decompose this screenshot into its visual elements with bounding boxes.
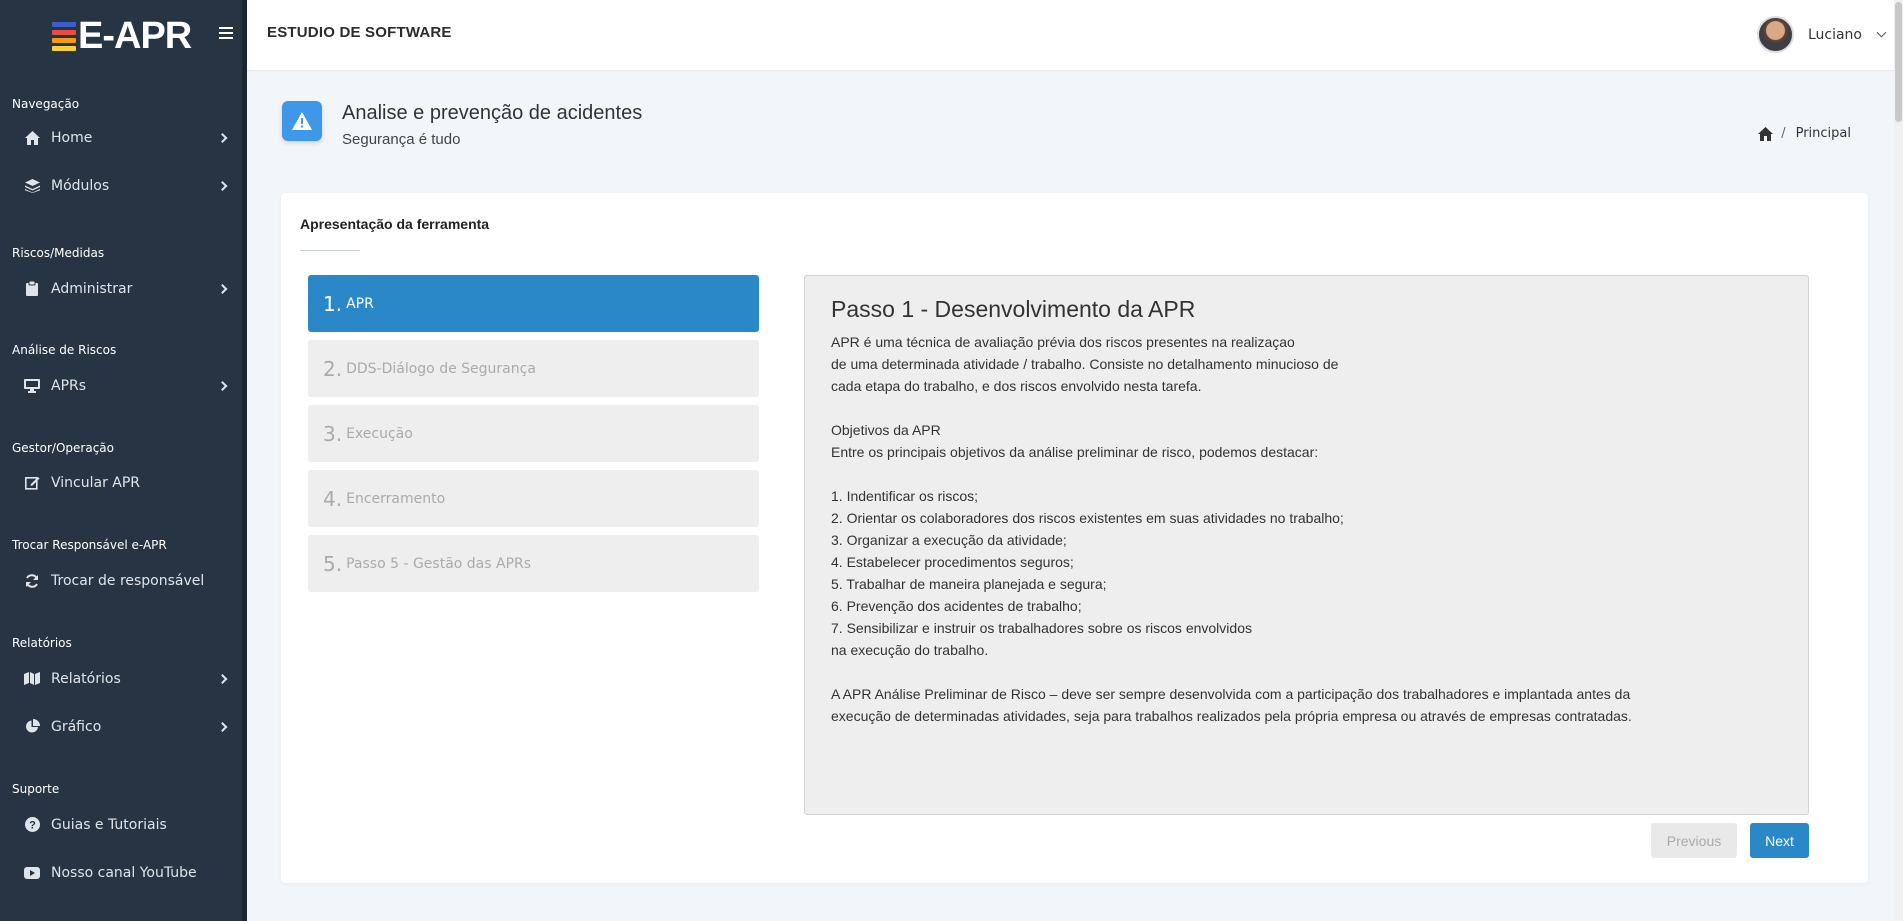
nav-caption: Análise de Riscos xyxy=(12,343,117,357)
content-line: 1. Indentificar os riscos; xyxy=(831,488,979,504)
topbar xyxy=(247,0,1903,71)
blank-line xyxy=(831,661,1782,683)
content-line: 6. Prevenção dos acidentes de trabalho; xyxy=(831,598,1082,614)
content-line: Objetivos da APR xyxy=(831,422,941,438)
step-number: 5. xyxy=(323,551,343,576)
sidebar-item-administrar[interactable] xyxy=(0,264,242,313)
user-name[interactable]: Luciano xyxy=(1807,26,1862,43)
sidebar-item-trocar-de-respons-vel[interactable] xyxy=(0,556,242,605)
wizard-step-1[interactable] xyxy=(308,275,759,332)
step-label: Execução xyxy=(346,425,413,442)
layers-icon xyxy=(23,177,41,195)
previous-button[interactable]: Previous xyxy=(1651,823,1737,858)
logo-icon xyxy=(52,22,76,51)
sidebar-item-home[interactable] xyxy=(0,113,242,162)
brand[interactable] xyxy=(0,0,247,73)
chevron-right-icon xyxy=(218,381,228,391)
wizard-step-3[interactable] xyxy=(308,405,759,462)
logo-text: E-APR xyxy=(78,15,192,57)
step-label: DDS-Diálogo de Segurança xyxy=(346,360,536,377)
content-line: 3. Organizar a execução da atividade; xyxy=(831,532,1067,548)
warning-icon xyxy=(282,101,322,141)
wizard-step-2[interactable] xyxy=(308,340,759,397)
content-line: na execução do trabalho. xyxy=(831,642,989,658)
content-line: 4. Estabelecer procedimentos seguros; xyxy=(831,554,1074,570)
chevron-down-icon[interactable] xyxy=(1877,28,1887,38)
step-label: Encerramento xyxy=(346,490,446,507)
page-title: Analise e prevenção de acidentes xyxy=(342,102,643,124)
avatar[interactable] xyxy=(1757,16,1794,53)
divider xyxy=(300,250,360,251)
monitor-icon xyxy=(23,377,41,395)
sidebar-item-label: Módulos xyxy=(51,177,110,194)
page-subtitle: Segurança é tudo xyxy=(342,131,461,148)
next-button[interactable]: Next xyxy=(1750,823,1809,858)
content-line: de uma determinada atividade / trabalho. Consiste no detalhamento minucioso de xyxy=(831,356,1339,372)
step-content-body xyxy=(831,331,1782,727)
content-line: 7. Sensibilizar e instruir os trabalhadores sobre os riscos envolvidos xyxy=(831,620,1252,636)
sidebar-item-label: APRs xyxy=(51,377,87,394)
map-icon xyxy=(23,670,41,688)
wizard-step-4[interactable] xyxy=(308,470,759,527)
chevron-right-icon xyxy=(218,284,228,294)
step-content-title: Passo 1 - Desenvolvimento da APR xyxy=(831,296,1196,322)
sidebar-item-label: Gráfico xyxy=(51,718,102,735)
content-line: Entre os principais objetivos da análise preliminar de risco, podemos destacar: xyxy=(831,444,1319,460)
nav-caption: Navegação xyxy=(12,97,80,111)
chevron-right-icon xyxy=(218,133,228,143)
sidebar-item-label: Vincular APR xyxy=(51,474,141,491)
content-line: 2. Orientar os colaboradores dos riscos existentes em suas atividades no trabalho; xyxy=(831,510,1344,526)
nav-caption: Suporte xyxy=(12,782,60,796)
sidebar-item-m-dulos[interactable] xyxy=(0,161,242,210)
sidebar-item-label: Administrar xyxy=(51,280,133,297)
content-line: execução de determinadas atividades, seja para trabalhos realizados pela própria empresa ou através de empresas contratadas. xyxy=(831,708,1632,724)
chevron-right-icon xyxy=(218,181,228,191)
scrollbar[interactable] xyxy=(1894,0,1903,921)
breadcrumb-separator: / xyxy=(1781,126,1786,141)
content-line: cada etapa do trabalho, e dos riscos envolvido nesta tarefa. xyxy=(831,378,1202,394)
wizard-step-5[interactable] xyxy=(308,535,759,592)
sidebar-item-vincular-apr[interactable] xyxy=(0,458,242,507)
blank-line xyxy=(831,397,1782,419)
step-label: Passo 5 - Gestão das APRs xyxy=(346,555,532,572)
refresh-icon xyxy=(23,572,41,590)
wizard-steps xyxy=(308,275,759,600)
breadcrumb-current: Principal xyxy=(1795,126,1851,141)
clipboard-icon xyxy=(23,280,41,298)
sidebar-item-relat-rios[interactable] xyxy=(0,654,242,703)
sidebar-item-label: Home xyxy=(51,129,93,146)
content-line: 5. Trabalhar de maneira planejada e segura; xyxy=(831,576,1107,592)
step-content xyxy=(804,275,1809,815)
pie-chart-icon xyxy=(23,718,41,736)
sidebar-item-label: Relatórios xyxy=(51,670,121,687)
scrollbar-thumb[interactable] xyxy=(1895,2,1902,122)
step-label: APR xyxy=(346,295,374,312)
blank-line xyxy=(831,463,1782,485)
company-name: ESTUDIO DE SOFTWARE xyxy=(267,24,452,41)
sidebar-item-guias-e-tutoriais[interactable] xyxy=(0,800,242,849)
nav-caption: Gestor/Operação xyxy=(12,441,114,455)
svg-text:?: ? xyxy=(28,819,36,832)
card-title: Apresentação da ferramenta xyxy=(300,216,490,232)
sidebar-item-label: Nosso canal YouTube xyxy=(51,864,197,881)
nav-caption: Relatórios xyxy=(12,636,72,650)
breadcrumb xyxy=(1758,126,1851,141)
step-number: 2. xyxy=(323,356,343,381)
sidebar-item-aprs[interactable] xyxy=(0,361,242,410)
nav-caption: Riscos/Medidas xyxy=(12,246,105,260)
home-icon xyxy=(23,129,41,147)
sidebar-item-label: Trocar de responsável xyxy=(51,572,205,589)
question-icon xyxy=(23,816,41,834)
nav-caption: Trocar Responsável e-APR xyxy=(12,538,167,552)
hamburger-menu-icon[interactable] xyxy=(219,27,233,39)
sidebar-item-nosso-canal-youtube[interactable] xyxy=(0,848,242,897)
home-icon[interactable] xyxy=(1758,127,1773,141)
chevron-right-icon xyxy=(218,674,228,684)
sidebar-item-label: Guias e Tutoriais xyxy=(51,816,167,833)
sidebar-item-gr-fico[interactable] xyxy=(0,702,242,751)
content-line: A APR Análise Preliminar de Risco – deve ser sempre desenvolvida com a participação dos trabalhadores e implantada antes da xyxy=(831,686,1631,702)
step-number: 3. xyxy=(323,421,343,446)
sidebar xyxy=(0,0,247,921)
wizard-card xyxy=(281,193,1868,883)
edit-icon xyxy=(23,474,41,492)
content-line: APR é uma técnica de avaliação prévia dos riscos presentes na realizaçao xyxy=(831,334,1295,350)
step-number: 4. xyxy=(323,486,343,511)
youtube-icon xyxy=(23,864,41,882)
user-menu[interactable] xyxy=(1757,16,1885,53)
sidebar-edge xyxy=(242,0,247,921)
chevron-right-icon xyxy=(218,722,228,732)
step-number: 1. xyxy=(323,291,343,316)
